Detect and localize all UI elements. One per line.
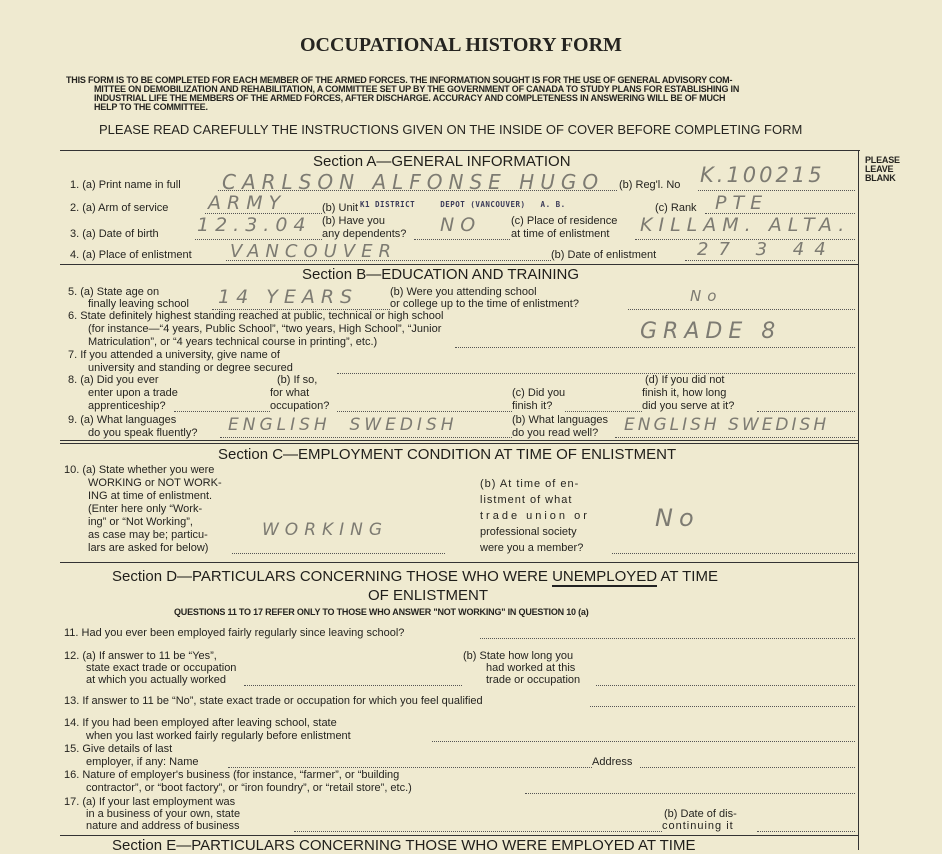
- divider: [60, 443, 858, 444]
- section-d-heading-2: OF ENLISTMENT: [368, 587, 489, 604]
- q8b-label: (b) If so,: [277, 374, 318, 386]
- intro-line: THIS FORM IS TO BE COMPLETED FOR EACH MEMBER OF THE ARMED FORCES. THE INFORMATION SOUGHT IS FOR THE USE OF GENERAL ADVISORY COM-: [66, 75, 733, 85]
- q6-label: (for instance—“4 years, Public School”, “two years, High School”, “Junior: [88, 323, 442, 335]
- dependents-answer: NO: [440, 214, 482, 236]
- q10a-label: as case may be; particu-: [88, 529, 208, 541]
- q5a-label: 5. (a) State age on: [68, 286, 160, 298]
- q4b-label: (b) Date of enlistment: [551, 249, 657, 261]
- reg-no-answer: K.100215: [700, 163, 825, 187]
- q10b-label: professional society: [480, 526, 577, 538]
- section-c-heading: Section C—EMPLOYMENT CONDITION AT TIME OF ENLISTMENT: [218, 446, 677, 463]
- q8a-label: apprenticeship?: [88, 400, 166, 412]
- q12b-label: had worked at this: [486, 662, 576, 674]
- heading-underlined: UNEMPLOYED: [552, 568, 658, 585]
- standing-answer: GRADE 8: [640, 319, 782, 344]
- enlist-place-answer: VANCOUVER: [230, 241, 397, 262]
- q5a-label: finally leaving school: [88, 298, 189, 310]
- q9b-label: (b) What languages: [512, 414, 608, 426]
- finish-field[interactable]: [565, 411, 642, 412]
- q9a-label: 9. (a) What languages: [68, 414, 177, 426]
- university-field[interactable]: [337, 373, 855, 374]
- q10a-label: lars are asked for below): [88, 542, 209, 554]
- intro-line: HELP TO THE COMMITTEE.: [94, 102, 208, 112]
- q2a-label: 2. (a) Arm of service: [70, 202, 169, 214]
- q1a-label: 1. (a) Print name in full: [70, 179, 181, 191]
- q16-label: contractor”, or “boot factory”, or “iron foundry”, or “retail store”, etc.): [86, 782, 412, 794]
- q12a-label: 12. (a) If answer to 11 be “Yes”,: [64, 650, 217, 662]
- q3b-label: any dependents?: [322, 228, 407, 240]
- employer-address-field[interactable]: [640, 767, 855, 768]
- q10a-label: 10. (a) State whether you were: [64, 464, 215, 476]
- employer-name-field[interactable]: [228, 767, 592, 768]
- arm-answer: ARMY: [208, 192, 287, 214]
- q8c-label: finish it?: [512, 400, 553, 412]
- q12a-label: state exact trade or occupation: [86, 662, 237, 674]
- blank-note: BLANK: [865, 173, 896, 183]
- q17b-field[interactable]: [757, 831, 855, 832]
- q17a-label: 17. (a) If your last employment was: [64, 796, 236, 808]
- q11-field[interactable]: [480, 638, 855, 639]
- q3c-label: (c) Place of residence: [511, 215, 618, 227]
- q16-field[interactable]: [525, 793, 855, 794]
- read-answer: ENGLISH SWEDISH: [624, 415, 830, 435]
- blank-note: LEAVE: [865, 164, 894, 174]
- q12b-label: (b) State how long you: [463, 650, 574, 662]
- section-b-heading: Section B—EDUCATION AND TRAINING: [302, 266, 580, 283]
- q7-label: university and standing or degree secured: [88, 362, 293, 374]
- speak-field[interactable]: [220, 437, 512, 438]
- q12b-field[interactable]: [596, 685, 855, 686]
- q3c-label: at time of enlistment: [511, 228, 610, 240]
- name-answer: CARLSON ALFONSE HUGO: [222, 170, 605, 194]
- attending-field[interactable]: [628, 309, 855, 310]
- dob-field[interactable]: [195, 239, 322, 240]
- speak-answer: ENGLISH SWEDISH: [228, 415, 458, 435]
- q8a-label: enter upon a trade: [88, 387, 178, 399]
- occupation-field[interactable]: [337, 411, 512, 412]
- reg-no-field[interactable]: [698, 190, 855, 191]
- q8b-label: for what: [270, 387, 310, 399]
- form-title: OCCUPATIONAL HISTORY FORM: [300, 34, 622, 56]
- blank-note: PLEASE: [865, 155, 900, 165]
- q10a-label: (Enter here only “Work-: [88, 503, 203, 515]
- q17b-label: continuing it: [662, 820, 734, 832]
- dob-answer: 12.3.04: [197, 214, 312, 236]
- q9a-label: do you speak fluently?: [88, 427, 198, 439]
- union-answer: No: [655, 504, 700, 532]
- divider: [60, 440, 858, 441]
- q10a-label: ING at time of enlistment.: [88, 490, 213, 502]
- q17a-label: in a business of your own, state: [86, 808, 241, 820]
- heading-part: AT TIME: [660, 568, 718, 585]
- q15-address-label: Address: [592, 756, 633, 768]
- intro-line: INDUSTRIAL LIFE THE MEMBERS OF THE ARMED FORCES, AFTER DISCHARGE. ACCURACY AND COMPLETENESS IN ANSWERING WILL BE OF MUCH: [94, 93, 726, 103]
- working-answer: WORKING: [262, 520, 389, 540]
- q10b-label: were you a member?: [480, 542, 584, 554]
- instruction: PLEASE READ CAREFULLY THE INSTRUCTIONS GIVEN ON THE INSIDE OF COVER BEFORE COMPLETING FORM: [99, 122, 803, 137]
- q16-label: 16. Nature of employer's business (for instance, “farmer”, or “building: [64, 769, 400, 781]
- q5b-label: (b) Were you attending school: [390, 286, 537, 298]
- section-d-heading: [112, 568, 718, 585]
- divider: [60, 562, 858, 563]
- q4a-label: 4. (a) Place of enlistment: [70, 249, 192, 261]
- q13-label: 13. If answer to 11 be “No”, state exact trade or occupation for which you feel qualified: [64, 695, 483, 707]
- q8a-label: 8. (a) Did you ever: [68, 374, 159, 386]
- q10b-label: listment of what: [480, 494, 573, 506]
- q5b-label: or college up to the time of enlistment?: [390, 298, 579, 310]
- q8b-label: occupation?: [270, 400, 330, 412]
- intro-line: MITTEE ON DEMOBILIZATION AND REHABILITATION, A COMMITTEE SET UP BY THE GOVERNMENT OF CANADA TO STUDY PLANS FOR ESTABLISHING IN: [94, 84, 740, 94]
- q17a-label: nature and address of business: [86, 820, 240, 832]
- union-field[interactable]: [612, 553, 855, 554]
- q6-label: 6. State definitely highest standing reached at public, technical or high school: [68, 310, 444, 322]
- divider: [858, 150, 859, 850]
- residence-answer: KILLAM. ALTA.: [640, 214, 851, 236]
- divider: [60, 835, 858, 836]
- working-field[interactable]: [232, 553, 445, 554]
- enlist-date-answer: 27 3 44: [697, 239, 836, 260]
- q6-label: Matriculation”, or “4 years technical course in printing”, etc.): [88, 336, 378, 348]
- q3b-label: (b) Have you: [322, 215, 385, 227]
- q10a-label: ing” or “Not Working”,: [88, 516, 193, 528]
- q10a-label: WORKING or NOT WORK-: [88, 477, 222, 489]
- standing-field[interactable]: [455, 347, 855, 348]
- q15-label: 15. Give details of last: [64, 743, 173, 755]
- q8d-label: finish it, how long: [642, 387, 727, 399]
- q1b-label: (b) Reg'l. No: [619, 179, 681, 191]
- q12a-field[interactable]: [244, 685, 462, 686]
- q14-label: 14. If you had been employed after leaving school, state: [64, 717, 337, 729]
- q12a-label: at which you actually worked: [86, 674, 227, 686]
- q12b-label: trade or occupation: [486, 674, 581, 686]
- q14-label: when you last worked fairly regularly before enlistment: [86, 730, 351, 742]
- read-field[interactable]: [615, 437, 855, 438]
- q3a-label: 3. (a) Date of birth: [70, 228, 159, 240]
- section-d-note: QUESTIONS 11 TO 17 REFER ONLY TO THOSE WHO ANSWER "NOT WORKING" IN QUESTION 10 (a): [174, 607, 589, 617]
- q8c-label: (c) Did you: [512, 387, 566, 399]
- q17a-field[interactable]: [294, 831, 662, 832]
- q7-label: 7. If you attended a university, give name of: [68, 349, 280, 361]
- divider: [60, 264, 858, 265]
- dependents-field[interactable]: [414, 239, 510, 240]
- divider: [60, 150, 860, 151]
- q8d-label: did you serve at it?: [642, 400, 735, 412]
- rank-answer: PTE: [715, 192, 769, 214]
- heading-part: Section D—PARTICULARS CONCERNING THOSE WHO WERE: [112, 568, 548, 585]
- q14-field[interactable]: [432, 741, 855, 742]
- enlist-date-field[interactable]: [685, 260, 855, 261]
- q11-label: 11. Had you ever been employed fairly regularly since leaving school?: [64, 627, 405, 639]
- q17b-label: (b) Date of dis-: [664, 808, 737, 820]
- age-answer: 14 YEARS: [218, 286, 359, 308]
- served-field[interactable]: [757, 411, 855, 412]
- q2c-label: (c) Rank: [655, 202, 697, 214]
- q10b-label: trade union or: [480, 510, 590, 522]
- attending-answer: No: [690, 287, 723, 305]
- q10b-label: (b) At time of en-: [480, 478, 580, 490]
- apprenticeship-field[interactable]: [174, 411, 270, 412]
- unit-stamp: K1 DISTRICT DEPOT (VANCOUVER) A. B.: [360, 200, 566, 209]
- q9b-label: do you read well?: [512, 427, 599, 439]
- q2b-label: (b) Unit: [322, 202, 359, 214]
- q8d-label: (d) If you did not: [645, 374, 725, 386]
- q13-field[interactable]: [590, 706, 855, 707]
- section-a-heading: Section A—GENERAL INFORMATION: [313, 153, 571, 170]
- q15-label: employer, if any: Name: [86, 756, 199, 768]
- section-e-heading: Section E—PARTICULARS CONCERNING THOSE WHO WERE EMPLOYED AT TIME: [112, 837, 696, 854]
